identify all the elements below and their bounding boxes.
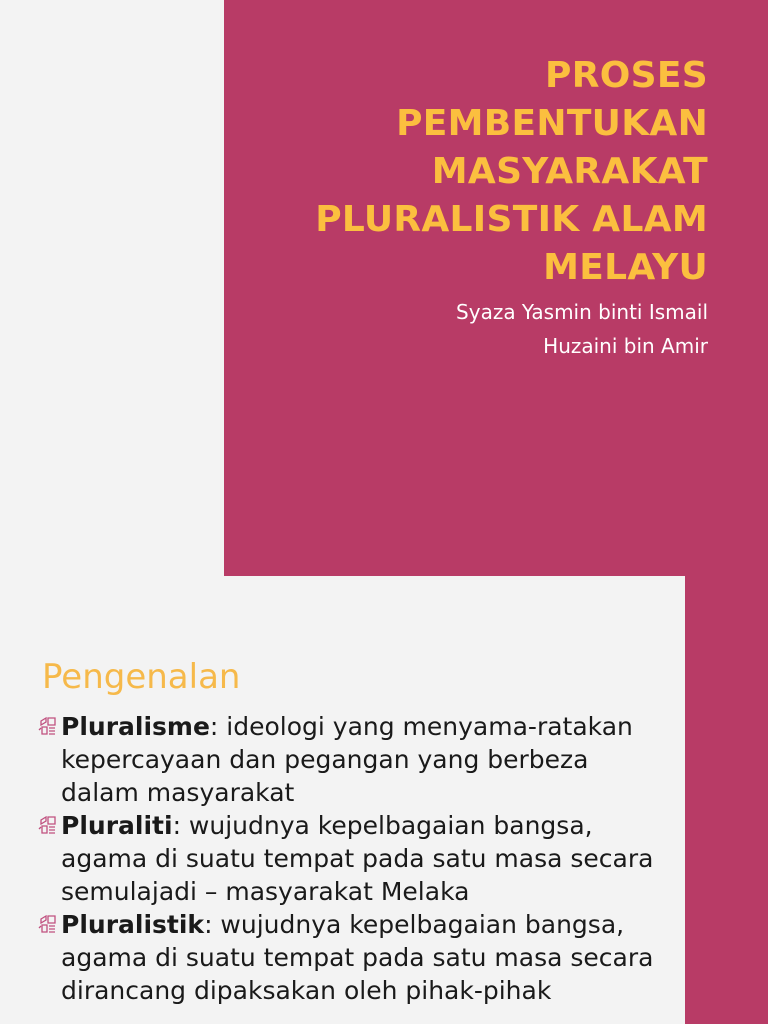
author-name: Huzaini bin Amir — [543, 334, 708, 358]
title-line: MELAYU — [543, 247, 708, 288]
author-name: Syaza Yasmin binti Ismail — [456, 300, 708, 324]
authors — [248, 295, 708, 363]
title-line: MASYARAKAT — [431, 151, 708, 192]
definition: : wujudnya kepelbagaian bangsa, agama di suatu tempat pada satu masa secara semulajadi – masyarakat Melaka — [61, 811, 654, 906]
term: Pluralistik — [61, 910, 205, 939]
list-item — [38, 809, 668, 908]
term: Pluralisme — [61, 712, 210, 741]
ornament-bullet-icon — [38, 914, 58, 934]
content-slide — [0, 576, 685, 1024]
section-heading: Pengenalan — [42, 657, 241, 697]
title-line: PEMBENTUKAN — [396, 103, 708, 144]
title-line: PLURALISTIK ALAM — [315, 199, 708, 240]
accent-stripe — [685, 576, 768, 1024]
definition: : ideologi yang menyama-ratakan kepercayaan dan pegangan yang berbeza dalam masyarakat — [61, 712, 633, 807]
ornament-bullet-icon — [38, 815, 58, 835]
list-item — [38, 710, 668, 809]
ornament-bullet-icon — [38, 716, 58, 736]
title-line: PROSES — [545, 55, 708, 96]
title-slide-panel — [224, 0, 768, 576]
definition: : wujudnya kepelbagaian bangsa, agama di suatu tempat pada satu masa secara dirancang dipaksakan oleh pihak-pihak — [61, 910, 654, 1005]
slide-title — [248, 52, 708, 292]
bullet-list — [38, 710, 668, 1007]
term: Pluraliti — [61, 811, 173, 840]
list-item — [38, 908, 668, 1007]
